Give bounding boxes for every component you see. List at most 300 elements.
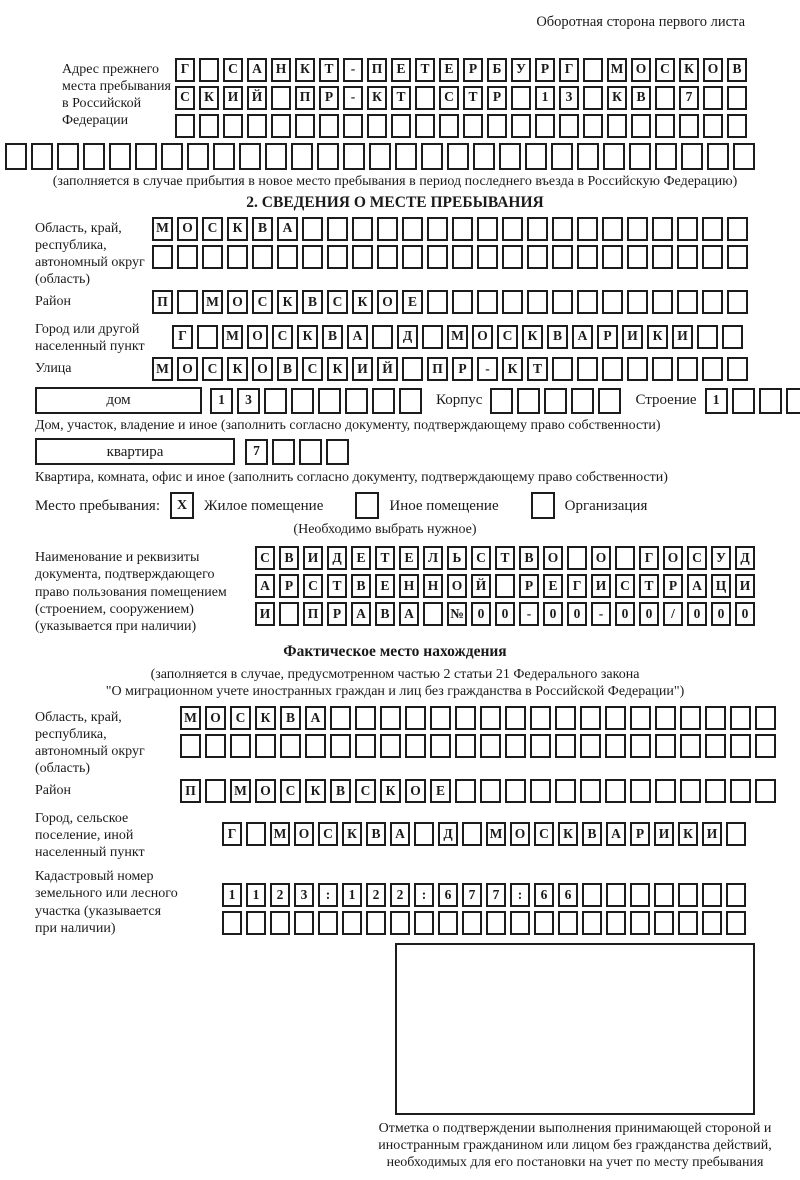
char-cell[interactable]: О: [255, 779, 276, 803]
char-cell[interactable]: 3: [237, 388, 260, 414]
char-cell[interactable]: [577, 357, 598, 381]
char-cell[interactable]: 0: [639, 602, 659, 626]
char-cell[interactable]: [517, 388, 540, 414]
char-cell[interactable]: [652, 290, 673, 314]
char-cell[interactable]: [755, 734, 776, 758]
char-cell[interactable]: [652, 217, 673, 241]
char-cell[interactable]: Г: [175, 58, 195, 82]
char-cell[interactable]: И: [352, 357, 373, 381]
char-cell[interactable]: [630, 734, 651, 758]
char-cell[interactable]: [727, 86, 747, 110]
char-cell[interactable]: Р: [535, 58, 555, 82]
char-cell[interactable]: О: [227, 290, 248, 314]
char-cell[interactable]: [414, 911, 434, 935]
char-cell[interactable]: И: [654, 822, 674, 846]
char-cell[interactable]: [439, 114, 459, 138]
char-cell[interactable]: [629, 143, 651, 170]
char-cell[interactable]: М: [152, 357, 173, 381]
char-cell[interactable]: О: [663, 546, 683, 570]
char-cell[interactable]: 2: [390, 883, 410, 907]
char-cell[interactable]: [511, 114, 531, 138]
char-cell[interactable]: [627, 217, 648, 241]
char-cell[interactable]: [555, 706, 576, 730]
char-cell[interactable]: О: [405, 779, 426, 803]
char-cell[interactable]: [427, 245, 448, 269]
char-cell[interactable]: [271, 114, 291, 138]
char-cell[interactable]: [343, 143, 365, 170]
char-cell[interactable]: И: [591, 574, 611, 598]
char-cell[interactable]: [455, 779, 476, 803]
char-cell[interactable]: [702, 217, 723, 241]
char-cell[interactable]: [438, 911, 458, 935]
char-cell[interactable]: [372, 388, 395, 414]
char-cell[interactable]: [627, 290, 648, 314]
char-cell[interactable]: [246, 911, 266, 935]
char-cell[interactable]: 1: [705, 388, 728, 414]
char-cell[interactable]: [230, 734, 251, 758]
char-cell[interactable]: [377, 217, 398, 241]
char-cell[interactable]: [707, 143, 729, 170]
char-cell[interactable]: [726, 883, 746, 907]
char-cell[interactable]: [177, 290, 198, 314]
char-cell[interactable]: [499, 143, 521, 170]
char-cell[interactable]: [352, 217, 373, 241]
char-cell[interactable]: С: [439, 86, 459, 110]
char-cell[interactable]: [187, 143, 209, 170]
char-cell[interactable]: [180, 734, 201, 758]
char-cell[interactable]: [205, 734, 226, 758]
char-cell[interactable]: [367, 114, 387, 138]
char-cell[interactable]: 1: [246, 883, 266, 907]
char-cell[interactable]: А: [687, 574, 707, 598]
char-cell[interactable]: И: [303, 546, 323, 570]
char-cell[interactable]: К: [678, 822, 698, 846]
char-cell[interactable]: [605, 734, 626, 758]
char-cell[interactable]: [462, 822, 482, 846]
char-cell[interactable]: [427, 217, 448, 241]
char-cell[interactable]: [527, 245, 548, 269]
char-cell[interactable]: [109, 143, 131, 170]
char-cell[interactable]: [655, 114, 675, 138]
char-cell[interactable]: [583, 86, 603, 110]
char-cell[interactable]: [727, 290, 748, 314]
char-cell[interactable]: [705, 779, 726, 803]
char-cell[interactable]: [202, 245, 223, 269]
char-cell[interactable]: [580, 706, 601, 730]
char-cell[interactable]: [655, 143, 677, 170]
char-cell[interactable]: [355, 706, 376, 730]
char-cell[interactable]: Г: [222, 822, 242, 846]
char-cell[interactable]: С: [202, 357, 223, 381]
char-cell[interactable]: 6: [558, 883, 578, 907]
char-cell[interactable]: [252, 245, 273, 269]
char-cell[interactable]: М: [152, 217, 173, 241]
char-cell[interactable]: С: [252, 290, 273, 314]
char-cell[interactable]: И: [622, 325, 643, 349]
char-cell[interactable]: С: [497, 325, 518, 349]
char-cell[interactable]: [505, 734, 526, 758]
char-cell[interactable]: 0: [567, 602, 587, 626]
char-cell[interactable]: А: [347, 325, 368, 349]
char-cell[interactable]: [271, 86, 291, 110]
char-cell[interactable]: О: [631, 58, 651, 82]
char-cell[interactable]: О: [247, 325, 268, 349]
char-cell[interactable]: О: [177, 217, 198, 241]
char-cell[interactable]: [552, 290, 573, 314]
char-cell[interactable]: К: [502, 357, 523, 381]
char-cell[interactable]: И: [735, 574, 755, 598]
char-cell[interactable]: [57, 143, 79, 170]
char-cell[interactable]: Р: [663, 574, 683, 598]
char-cell[interactable]: У: [711, 546, 731, 570]
char-cell[interactable]: -: [519, 602, 539, 626]
char-cell[interactable]: 1: [535, 86, 555, 110]
char-cell[interactable]: [727, 217, 748, 241]
char-cell[interactable]: 0: [471, 602, 491, 626]
char-cell[interactable]: [505, 779, 526, 803]
char-cell[interactable]: И: [255, 602, 275, 626]
char-cell[interactable]: [318, 388, 341, 414]
char-cell[interactable]: [197, 325, 218, 349]
char-cell[interactable]: [702, 245, 723, 269]
char-cell[interactable]: [239, 143, 261, 170]
char-cell[interactable]: [759, 388, 782, 414]
char-cell[interactable]: М: [202, 290, 223, 314]
char-cell[interactable]: 0: [735, 602, 755, 626]
char-cell[interactable]: И: [702, 822, 722, 846]
char-cell[interactable]: [280, 734, 301, 758]
char-cell[interactable]: Е: [391, 58, 411, 82]
char-cell[interactable]: Р: [279, 574, 299, 598]
char-cell[interactable]: [577, 290, 598, 314]
char-cell[interactable]: [279, 602, 299, 626]
char-cell[interactable]: [511, 86, 531, 110]
char-cell[interactable]: [502, 245, 523, 269]
char-cell[interactable]: [495, 574, 515, 598]
char-cell[interactable]: [369, 143, 391, 170]
char-cell[interactable]: К: [277, 290, 298, 314]
char-cell[interactable]: 0: [495, 602, 515, 626]
char-cell[interactable]: [654, 911, 674, 935]
char-cell[interactable]: [703, 86, 723, 110]
char-cell[interactable]: [786, 388, 800, 414]
char-cell[interactable]: Й: [247, 86, 267, 110]
char-cell[interactable]: [655, 734, 676, 758]
char-cell[interactable]: Р: [327, 602, 347, 626]
char-cell[interactable]: Р: [597, 325, 618, 349]
char-cell[interactable]: [473, 143, 495, 170]
char-cell[interactable]: [678, 883, 698, 907]
organizatsiya-checkbox[interactable]: [531, 492, 555, 519]
char-cell[interactable]: [462, 911, 482, 935]
char-cell[interactable]: -: [343, 86, 363, 110]
char-cell[interactable]: У: [511, 58, 531, 82]
char-cell[interactable]: В: [547, 325, 568, 349]
char-cell[interactable]: Г: [567, 574, 587, 598]
char-cell[interactable]: Н: [423, 574, 443, 598]
char-cell[interactable]: [327, 245, 348, 269]
char-cell[interactable]: [505, 706, 526, 730]
char-cell[interactable]: [580, 779, 601, 803]
char-cell[interactable]: К: [199, 86, 219, 110]
char-cell[interactable]: [430, 706, 451, 730]
char-cell[interactable]: [705, 734, 726, 758]
char-cell[interactable]: О: [205, 706, 226, 730]
char-cell[interactable]: О: [543, 546, 563, 570]
char-cell[interactable]: К: [297, 325, 318, 349]
char-cell[interactable]: [345, 388, 368, 414]
char-cell[interactable]: [730, 734, 751, 758]
char-cell[interactable]: :: [318, 883, 338, 907]
char-cell[interactable]: М: [270, 822, 290, 846]
char-cell[interactable]: Е: [351, 546, 371, 570]
char-cell[interactable]: [655, 779, 676, 803]
char-cell[interactable]: С: [355, 779, 376, 803]
char-cell[interactable]: [602, 357, 623, 381]
char-cell[interactable]: [5, 143, 27, 170]
char-cell[interactable]: [558, 911, 578, 935]
char-cell[interactable]: М: [230, 779, 251, 803]
char-cell[interactable]: Д: [735, 546, 755, 570]
zhiloe-checkbox[interactable]: X: [170, 492, 194, 519]
char-cell[interactable]: [490, 388, 513, 414]
char-cell[interactable]: Р: [630, 822, 650, 846]
char-cell[interactable]: А: [255, 574, 275, 598]
char-cell[interactable]: [652, 245, 673, 269]
char-cell[interactable]: [486, 911, 506, 935]
char-cell[interactable]: [318, 911, 338, 935]
char-cell[interactable]: Д: [327, 546, 347, 570]
char-cell[interactable]: [272, 439, 295, 465]
char-cell[interactable]: :: [510, 883, 530, 907]
char-cell[interactable]: [246, 822, 266, 846]
char-cell[interactable]: [199, 114, 219, 138]
char-cell[interactable]: [527, 290, 548, 314]
char-cell[interactable]: [390, 911, 410, 935]
char-cell[interactable]: [502, 217, 523, 241]
char-cell[interactable]: С: [471, 546, 491, 570]
char-cell[interactable]: [534, 911, 554, 935]
char-cell[interactable]: В: [330, 779, 351, 803]
char-cell[interactable]: [415, 86, 435, 110]
char-cell[interactable]: С: [302, 357, 323, 381]
char-cell[interactable]: [730, 779, 751, 803]
char-cell[interactable]: [342, 911, 362, 935]
char-cell[interactable]: 1: [222, 883, 242, 907]
char-cell[interactable]: К: [342, 822, 362, 846]
char-cell[interactable]: [544, 388, 567, 414]
char-cell[interactable]: [627, 357, 648, 381]
char-cell[interactable]: [702, 290, 723, 314]
char-cell[interactable]: [222, 911, 242, 935]
char-cell[interactable]: К: [305, 779, 326, 803]
char-cell[interactable]: [702, 911, 722, 935]
char-cell[interactable]: [480, 734, 501, 758]
char-cell[interactable]: [422, 325, 443, 349]
char-cell[interactable]: [294, 911, 314, 935]
char-cell[interactable]: [559, 114, 579, 138]
char-cell[interactable]: [577, 245, 598, 269]
char-cell[interactable]: С: [230, 706, 251, 730]
char-cell[interactable]: [630, 883, 650, 907]
char-cell[interactable]: [598, 388, 621, 414]
char-cell[interactable]: [727, 245, 748, 269]
char-cell[interactable]: [423, 602, 443, 626]
char-cell[interactable]: М: [222, 325, 243, 349]
char-cell[interactable]: В: [302, 290, 323, 314]
char-cell[interactable]: [697, 325, 718, 349]
char-cell[interactable]: О: [447, 574, 467, 598]
char-cell[interactable]: С: [615, 574, 635, 598]
char-cell[interactable]: Й: [471, 574, 491, 598]
char-cell[interactable]: [627, 245, 648, 269]
char-cell[interactable]: Т: [527, 357, 548, 381]
char-cell[interactable]: [680, 706, 701, 730]
char-cell[interactable]: [175, 114, 195, 138]
char-cell[interactable]: [480, 779, 501, 803]
char-cell[interactable]: А: [399, 602, 419, 626]
char-cell[interactable]: [199, 58, 219, 82]
char-cell[interactable]: [703, 114, 723, 138]
char-cell[interactable]: С: [303, 574, 323, 598]
char-cell[interactable]: [527, 217, 548, 241]
char-cell[interactable]: [677, 217, 698, 241]
char-cell[interactable]: К: [352, 290, 373, 314]
char-cell[interactable]: В: [277, 357, 298, 381]
char-cell[interactable]: М: [607, 58, 627, 82]
char-cell[interactable]: С: [687, 546, 707, 570]
char-cell[interactable]: [455, 706, 476, 730]
char-cell[interactable]: [552, 217, 573, 241]
char-cell[interactable]: [380, 706, 401, 730]
char-cell[interactable]: [405, 734, 426, 758]
char-cell[interactable]: [630, 779, 651, 803]
char-cell[interactable]: [291, 143, 313, 170]
char-cell[interactable]: [654, 883, 674, 907]
char-cell[interactable]: В: [375, 602, 395, 626]
char-cell[interactable]: [452, 245, 473, 269]
char-cell[interactable]: [606, 911, 626, 935]
char-cell[interactable]: П: [180, 779, 201, 803]
char-cell[interactable]: [319, 114, 339, 138]
char-cell[interactable]: Т: [391, 86, 411, 110]
char-cell[interactable]: [607, 114, 627, 138]
char-cell[interactable]: К: [607, 86, 627, 110]
char-cell[interactable]: А: [247, 58, 267, 82]
char-cell[interactable]: [247, 114, 267, 138]
char-cell[interactable]: [452, 217, 473, 241]
char-cell[interactable]: [582, 883, 602, 907]
char-cell[interactable]: [502, 290, 523, 314]
char-cell[interactable]: [213, 143, 235, 170]
char-cell[interactable]: [330, 706, 351, 730]
char-cell[interactable]: [372, 325, 393, 349]
char-cell[interactable]: 7: [679, 86, 699, 110]
char-cell[interactable]: Е: [543, 574, 563, 598]
char-cell[interactable]: Ц: [711, 574, 731, 598]
char-cell[interactable]: В: [519, 546, 539, 570]
char-cell[interactable]: [343, 114, 363, 138]
char-cell[interactable]: О: [377, 290, 398, 314]
char-cell[interactable]: [702, 357, 723, 381]
char-cell[interactable]: 1: [342, 883, 362, 907]
char-cell[interactable]: [455, 734, 476, 758]
char-cell[interactable]: [630, 706, 651, 730]
char-cell[interactable]: [395, 143, 417, 170]
char-cell[interactable]: [605, 779, 626, 803]
char-cell[interactable]: [264, 388, 287, 414]
char-cell[interactable]: А: [277, 217, 298, 241]
char-cell[interactable]: Д: [438, 822, 458, 846]
char-cell[interactable]: [463, 114, 483, 138]
char-cell[interactable]: А: [305, 706, 326, 730]
char-cell[interactable]: К: [558, 822, 578, 846]
char-cell[interactable]: И: [672, 325, 693, 349]
char-cell[interactable]: [265, 143, 287, 170]
char-cell[interactable]: -: [343, 58, 363, 82]
char-cell[interactable]: Е: [399, 546, 419, 570]
char-cell[interactable]: С: [318, 822, 338, 846]
char-cell[interactable]: О: [510, 822, 530, 846]
char-cell[interactable]: Р: [519, 574, 539, 598]
char-cell[interactable]: 0: [687, 602, 707, 626]
char-cell[interactable]: [352, 245, 373, 269]
char-cell[interactable]: [510, 911, 530, 935]
char-cell[interactable]: С: [255, 546, 275, 570]
char-cell[interactable]: [730, 706, 751, 730]
char-cell[interactable]: [722, 325, 743, 349]
char-cell[interactable]: -: [591, 602, 611, 626]
char-cell[interactable]: [603, 143, 625, 170]
char-cell[interactable]: Т: [375, 546, 395, 570]
char-cell[interactable]: [582, 911, 602, 935]
char-cell[interactable]: [380, 734, 401, 758]
char-cell[interactable]: С: [175, 86, 195, 110]
char-cell[interactable]: С: [272, 325, 293, 349]
char-cell[interactable]: Е: [402, 290, 423, 314]
char-cell[interactable]: Т: [415, 58, 435, 82]
char-cell[interactable]: [555, 734, 576, 758]
char-cell[interactable]: Р: [463, 58, 483, 82]
char-cell[interactable]: [355, 734, 376, 758]
char-cell[interactable]: [733, 143, 755, 170]
char-cell[interactable]: К: [227, 357, 248, 381]
char-cell[interactable]: 2: [270, 883, 290, 907]
char-cell[interactable]: [477, 217, 498, 241]
char-cell[interactable]: Ь: [447, 546, 467, 570]
char-cell[interactable]: [402, 357, 423, 381]
char-cell[interactable]: [552, 357, 573, 381]
char-cell[interactable]: [678, 911, 698, 935]
char-cell[interactable]: 3: [559, 86, 579, 110]
char-cell[interactable]: П: [367, 58, 387, 82]
char-cell[interactable]: 7: [486, 883, 506, 907]
char-cell[interactable]: А: [606, 822, 626, 846]
inoe-checkbox[interactable]: [355, 492, 379, 519]
char-cell[interactable]: [299, 439, 322, 465]
char-cell[interactable]: [452, 290, 473, 314]
char-cell[interactable]: П: [295, 86, 315, 110]
char-cell[interactable]: Т: [319, 58, 339, 82]
char-cell[interactable]: [399, 388, 422, 414]
char-cell[interactable]: [326, 439, 349, 465]
char-cell[interactable]: [630, 911, 650, 935]
char-cell[interactable]: [525, 143, 547, 170]
char-cell[interactable]: Е: [375, 574, 395, 598]
char-cell[interactable]: С: [202, 217, 223, 241]
char-cell[interactable]: [726, 822, 746, 846]
char-cell[interactable]: [480, 706, 501, 730]
